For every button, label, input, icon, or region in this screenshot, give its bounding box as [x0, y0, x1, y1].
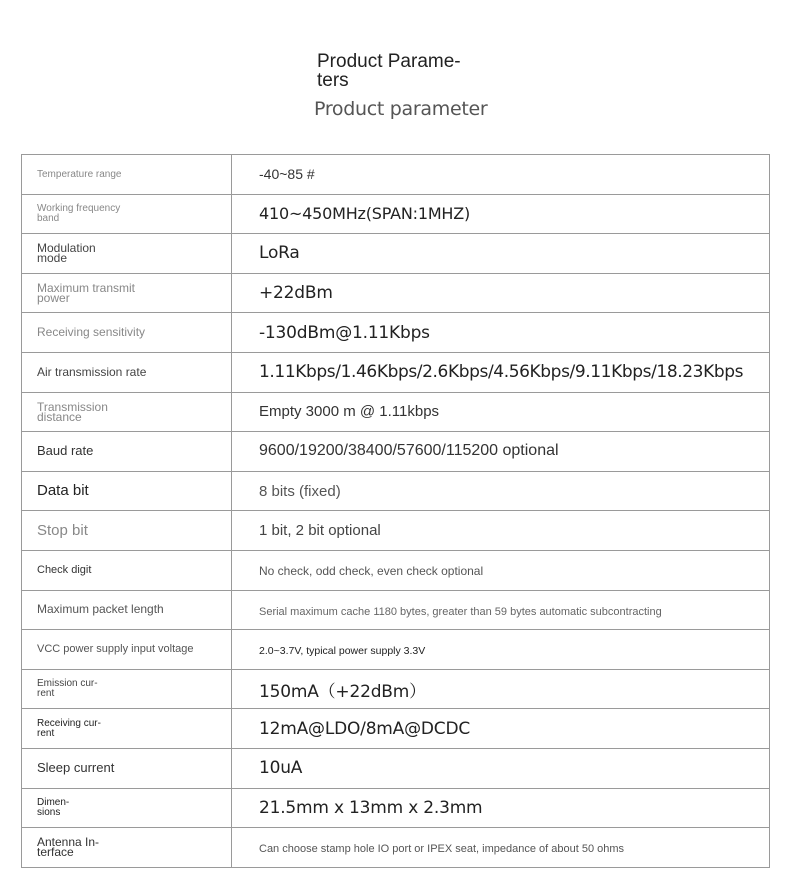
table-row [22, 709, 770, 749]
param-label: Sleep current [22, 748, 232, 788]
param-value: +22dBm [232, 273, 770, 313]
param-value: 12mA@LDO/8mA@DCDC [232, 709, 770, 749]
table-row [22, 828, 770, 868]
table-row [22, 669, 770, 709]
table-row [22, 630, 770, 670]
table-row [22, 194, 770, 234]
param-value: -40~85 # [232, 155, 770, 195]
param-label: Maximum transmit power [22, 273, 232, 313]
param-value: 8 bits (fixed) [232, 471, 770, 511]
param-value: 21.5mm x 13mm x 2.3mm [232, 788, 770, 828]
param-label: Dimen- sions [22, 788, 232, 828]
param-label: Check digit [22, 550, 232, 590]
table-row [22, 511, 770, 551]
table-row [22, 590, 770, 630]
param-value: 2.0~3.7V, typical power supply 3.3V [232, 630, 770, 670]
table-row [22, 273, 770, 313]
param-value: -130dBm@1.11Kbps [232, 313, 770, 353]
table-row [22, 234, 770, 274]
param-value: Serial maximum cache 1180 bytes, greater than 59 bytes automatic subcontracting [232, 590, 770, 630]
param-label: Temperature range [22, 155, 232, 195]
parameter-table [21, 154, 770, 868]
page-subtitle: Product parameter [314, 98, 488, 120]
param-value: Empty 3000 m @ 1.11kbps [232, 392, 770, 432]
param-label: Maximum packet length [22, 590, 232, 630]
param-label: Emission cur- rent [22, 669, 232, 709]
param-label: Modulation mode [22, 234, 232, 274]
table-row [22, 788, 770, 828]
param-label: Air transmission rate [22, 352, 232, 392]
param-label: Data bit [22, 471, 232, 511]
param-label: Stop bit [22, 511, 232, 551]
param-value: 1 bit, 2 bit optional [232, 511, 770, 551]
param-label: Antenna In- terface [22, 828, 232, 868]
param-value: 10uA [232, 748, 770, 788]
param-value: 150mA（+22dBm） [232, 669, 770, 709]
param-value: 410~450MHz(SPAN:1MHZ) [232, 194, 770, 234]
table-row [22, 313, 770, 353]
param-value: No check, odd check, even check optional [232, 550, 770, 590]
param-label: Receiving cur- rent [22, 709, 232, 749]
table-row [22, 392, 770, 432]
param-label: Transmission distance [22, 392, 232, 432]
table-row [22, 432, 770, 472]
param-value: LoRa [232, 234, 770, 274]
param-label: Baud rate [22, 432, 232, 472]
table-row [22, 471, 770, 511]
param-label: VCC power supply input voltage [22, 630, 232, 670]
param-label: Receiving sensitivity [22, 313, 232, 353]
table-row [22, 748, 770, 788]
table-row [22, 550, 770, 590]
param-value: 9600/19200/38400/57600/115200 optional [232, 432, 770, 472]
table-row [22, 352, 770, 392]
page-title: Product Parame- ters [317, 51, 461, 91]
param-label: Working frequency band [22, 194, 232, 234]
param-value: 1.11Kbps/1.46Kbps/2.6Kbps/4.56Kbps/9.11Kbps/18.23Kbps [232, 352, 770, 392]
table-row [22, 155, 770, 195]
param-value: Can choose stamp hole IO port or IPEX seat, impedance of about 50 ohms [232, 828, 770, 868]
